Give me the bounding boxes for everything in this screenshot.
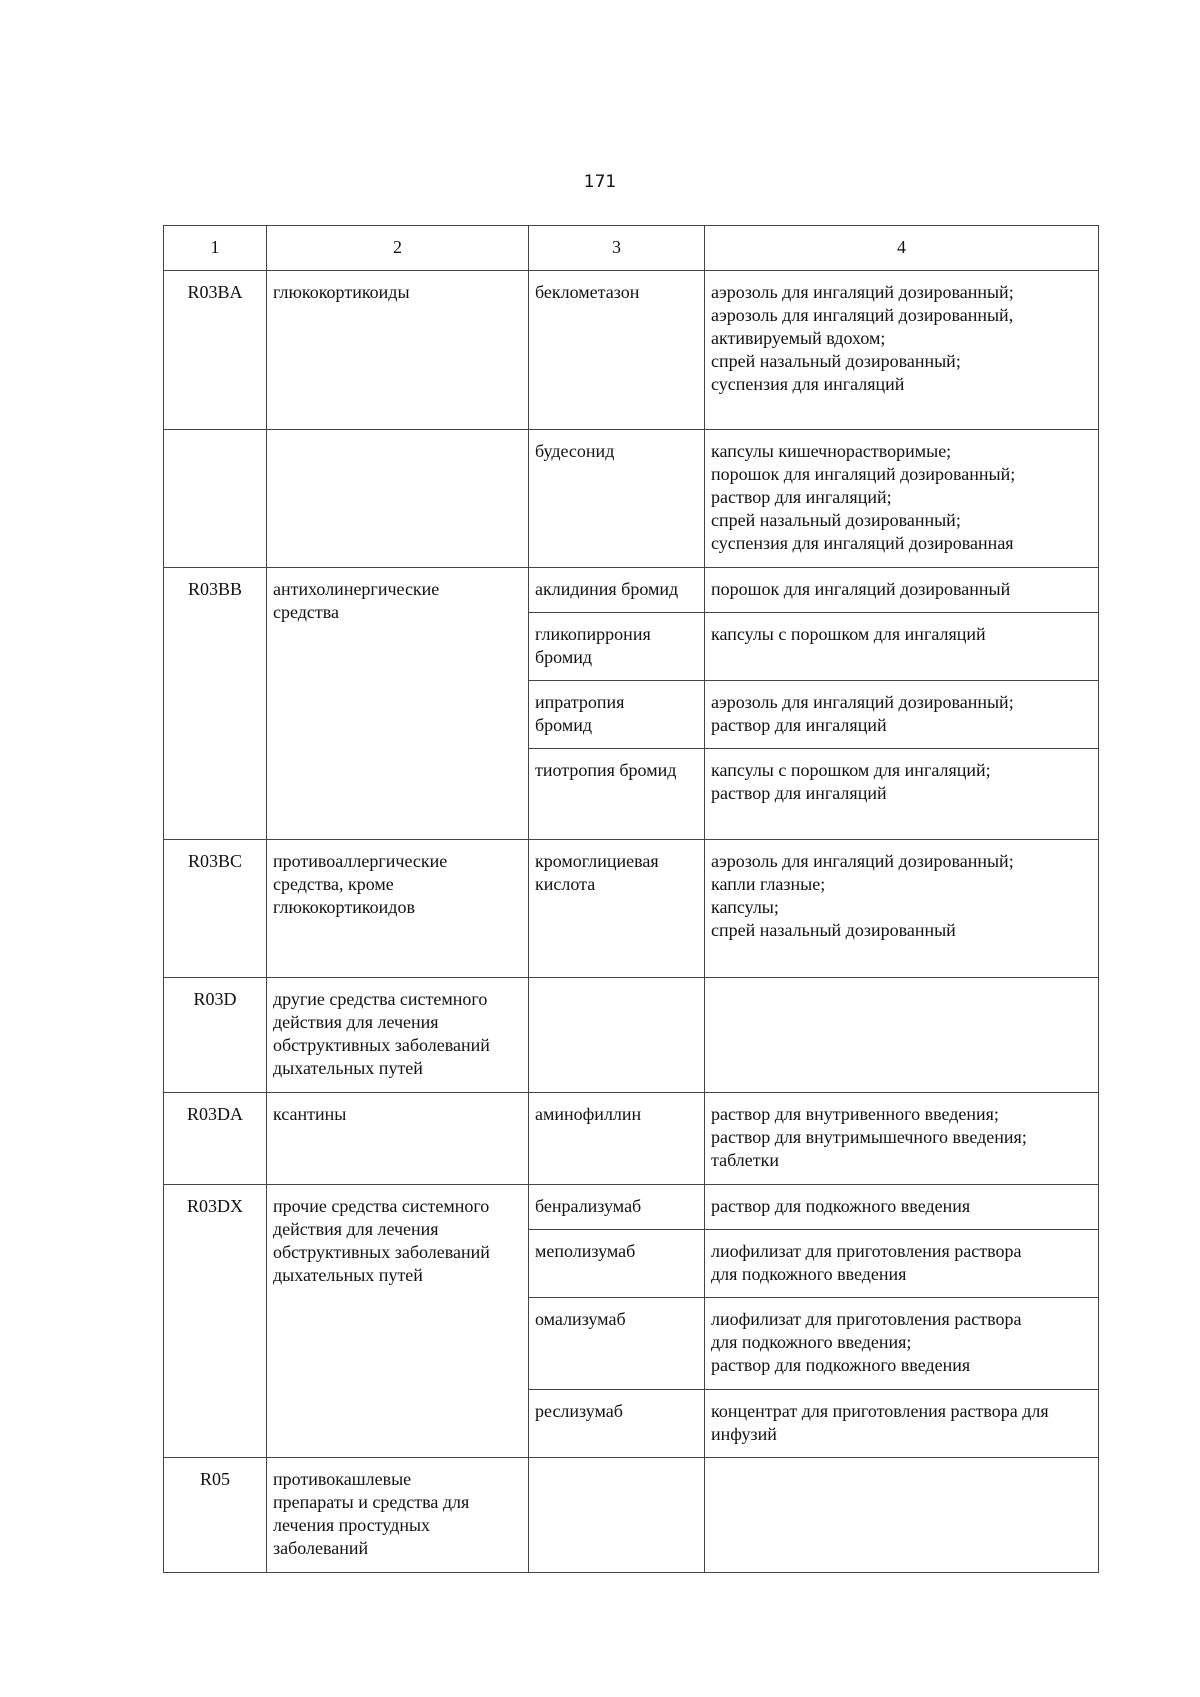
table-row [164,840,1099,978]
form-line: раствор для ингаляций [711,783,887,803]
form-line: порошок для ингаляций дозированный [711,579,1011,599]
header-cell: 3 [529,226,705,271]
group-line: антихолинергические [273,579,440,599]
page-number: 171 [583,172,617,192]
drug-cell [529,271,705,430]
drug-table [163,225,1099,1573]
table-header-row [164,226,1099,271]
form-line: аэрозоль для ингаляций дозированный; [711,692,1014,712]
table-row [164,978,1099,1093]
forms-cell [705,840,1099,978]
group-cell [267,840,529,978]
forms-cell [705,1093,1099,1185]
header-cell: 4 [705,226,1099,271]
group-line: обструктивных заболеваний [273,1035,490,1055]
group-cell [267,1093,529,1185]
form-line: капсулы с порошком для ингаляций; [711,760,991,780]
forms-cell [705,1185,1099,1230]
form-line: капли глазные; [711,874,826,894]
drug-cell [529,568,705,613]
group-line: дыхательных путей [273,1265,423,1285]
header-cell: 2 [267,226,529,271]
atc-code-cell: R03DX [164,1185,267,1458]
form-line: концентрат для приготовления раствора для [711,1401,1049,1421]
drug-cell [529,1185,705,1230]
form-line: капсулы кишечнорастворимые; [711,441,952,461]
drug-line: меполизумаб [535,1241,636,1261]
atc-code-cell: R03D [164,978,267,1093]
group-line: действия для лечения [273,1219,439,1239]
drug-cell [529,430,705,568]
group-line: другие средства системного [273,989,488,1009]
drug-line: кислота [535,874,596,894]
drug-line: гликопиррония [535,624,651,644]
group-line: дыхательных путей [273,1058,423,1078]
group-line: прочие средства системного [273,1196,490,1216]
drug-line: беклометазон [535,282,640,302]
drug-cell [529,840,705,978]
group-line: действия для лечения [273,1012,439,1032]
form-line: раствор для подкожного введения [711,1196,971,1216]
form-line: инфузий [711,1424,777,1444]
group-line: лечения простудных [273,1515,431,1535]
group-line: ксантины [273,1104,347,1124]
form-line: раствор для подкожного введения [711,1355,971,1375]
form-line: спрей назальный дозированный; [711,351,961,371]
form-line: для подкожного введения; [711,1332,912,1352]
table-row [164,430,1099,568]
form-line: таблетки [711,1150,780,1170]
form-line: спрей назальный дозированный; [711,510,961,530]
form-line: порошок для ингаляций дозированный; [711,464,1016,484]
table-row [164,568,1099,613]
form-line: суспензия для ингаляций дозированная [711,533,1014,553]
atc-code-cell: R03BA [164,271,267,430]
form-line: раствор для внутривенного введения; [711,1104,999,1124]
form-line: раствор для ингаляций [711,715,887,735]
table-row [164,1458,1099,1573]
drug-line: тиотропия бромид [535,760,677,780]
drug-line: аклидиния бромид [535,579,679,599]
drug-cell [529,1298,705,1390]
forms-cell [705,1458,1099,1573]
forms-cell [705,430,1099,568]
form-line: капсулы с порошком для ингаляций [711,624,986,644]
forms-cell [705,568,1099,613]
header-cell: 1 [164,226,267,271]
drug-cell [529,1093,705,1185]
group-line: препараты и средства для [273,1492,470,1512]
drug-cell [529,1458,705,1573]
group-cell [267,1458,529,1573]
form-line: аэрозоль для ингаляций дозированный; [711,851,1014,871]
group-line: обструктивных заболеваний [273,1242,490,1262]
form-line: раствор для внутримышечного введения; [711,1127,1027,1147]
group-line: глюкокортикоидов [273,897,415,917]
group-line: противоаллергические [273,851,448,871]
form-line: спрей назальный дозированный [711,920,956,940]
drug-line: бенрализумаб [535,1196,642,1216]
drug-line: кромоглициевая [535,851,659,871]
table-row [164,1185,1099,1230]
group-line: глюкокортикоиды [273,282,410,302]
atc-code-cell: R03BB [164,568,267,840]
drug-line: будесонид [535,441,615,461]
table-row [164,271,1099,430]
forms-cell [705,978,1099,1093]
atc-code-cell: R05 [164,1458,267,1573]
drug-cell [529,1390,705,1458]
form-line: для подкожного введения [711,1264,907,1284]
forms-cell [705,1230,1099,1298]
atc-code-cell: R03BC [164,840,267,978]
form-line: активируемый вдохом; [711,328,886,348]
group-cell [267,568,529,840]
form-line: раствор для ингаляций; [711,487,892,507]
group-line: средства [273,602,340,622]
forms-cell [705,271,1099,430]
drug-cell [529,1230,705,1298]
group-cell [267,978,529,1093]
group-cell [267,271,529,430]
group-line: заболеваний [273,1538,369,1558]
table-row [164,1093,1099,1185]
form-line: аэрозоль для ингаляций дозированный, [711,305,1014,325]
form-line: аэрозоль для ингаляций дозированный; [711,282,1014,302]
drug-line: ипратропия [535,692,625,712]
drug-line: бромид [535,715,592,735]
drug-cell [529,978,705,1093]
group-cell [267,430,529,568]
atc-code-cell [164,430,267,568]
forms-cell [705,1390,1099,1458]
drug-cell [529,681,705,749]
forms-cell [705,613,1099,681]
form-line: капсулы; [711,897,779,917]
drug-cell [529,749,705,840]
drug-line: бромид [535,647,592,667]
drug-line: реслизумаб [535,1401,623,1421]
form-line: лиофилизат для приготовления раствора [711,1241,1022,1261]
atc-code-cell: R03DA [164,1093,267,1185]
drug-line: аминофиллин [535,1104,642,1124]
group-cell [267,1185,529,1458]
form-line: суспензия для ингаляций [711,374,905,394]
forms-cell [705,681,1099,749]
drug-cell [529,613,705,681]
drug-line: омализумаб [535,1309,626,1329]
form-line: лиофилизат для приготовления раствора [711,1309,1022,1329]
group-line: средства, кроме [273,874,394,894]
group-line: противокашлевые [273,1469,412,1489]
forms-cell [705,749,1099,840]
forms-cell [705,1298,1099,1390]
